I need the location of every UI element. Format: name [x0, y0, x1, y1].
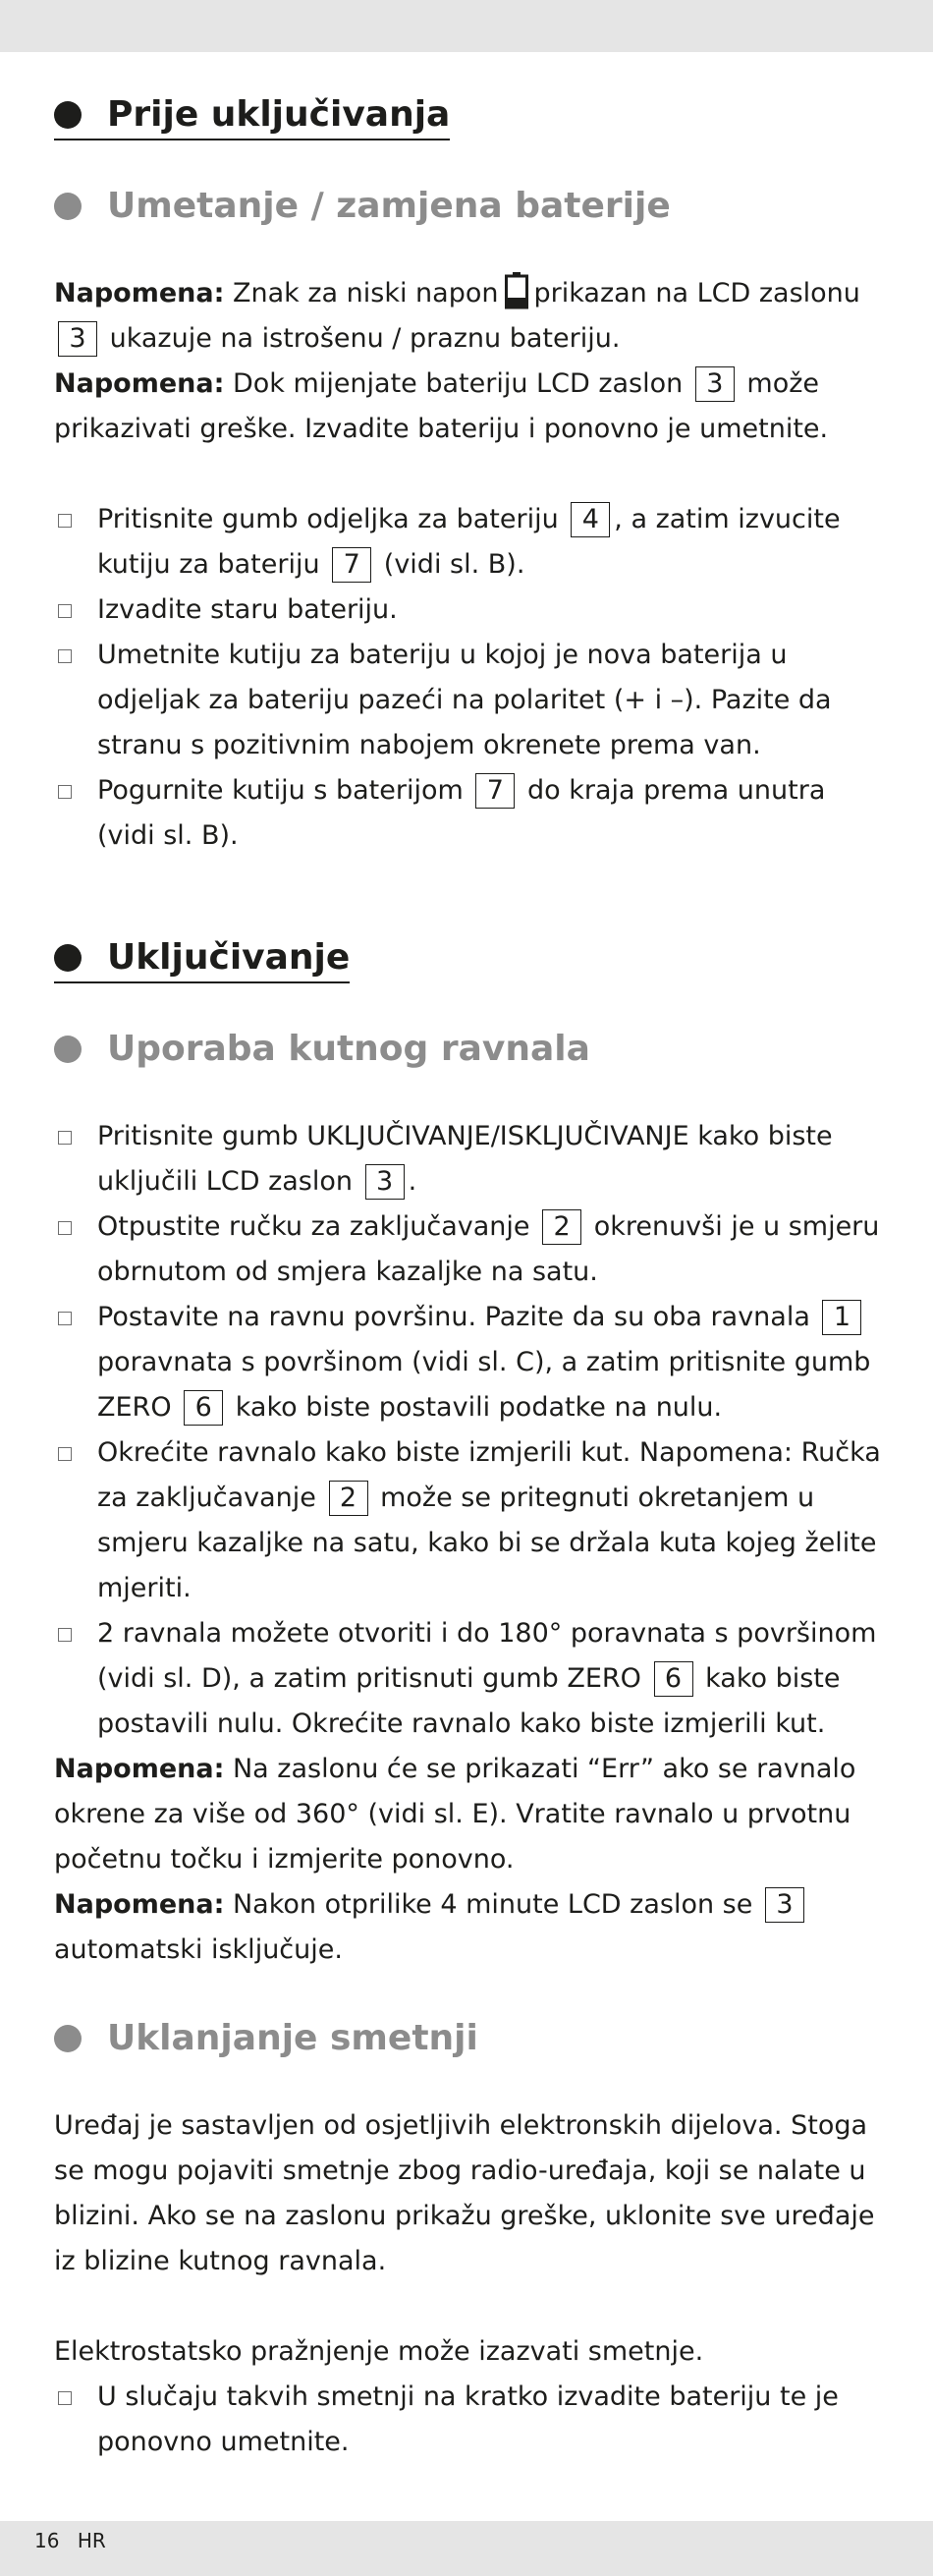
checkbox-square-icon: [58, 604, 72, 618]
reference-number: 3: [695, 366, 735, 402]
page-footer: [34, 2529, 118, 2552]
note-replacing-battery: Napomena: Dok mijenjate bateriju LCD zaslon 3 može prikazivati greške. Izvadite bateriju i ponovno je umetnite.: [54, 368, 829, 444]
section-title: Prije uključivanja: [107, 94, 451, 135]
note-err-display: Napomena: Na zaslonu će se prikazati “Err” ako se ravnalo okrene za više od 360° (vidi sl. E). Vratite ravnalo u prvotnu početnu točku i izmjerite ponovno.: [54, 1754, 856, 1875]
list-item: Otpustite ručku za zaključavanje 2 okrenuvši je u smjeru obrnutom od smjera kazaljke na satu.: [54, 1204, 889, 1295]
page-content: [54, 94, 889, 2465]
subheading-battery: [54, 186, 889, 226]
note-auto-off: Napomena: Nakon otprilike 4 minute LCD zaslon se 3 automatski isključuje.: [54, 1882, 889, 1973]
subheading-title: Umetanje / zamjena baterije: [107, 186, 671, 226]
bullet-dot-icon: [54, 101, 82, 129]
list-item: Umetnite kutiju za bateriju u kojoj je nova baterija u odjeljak za bateriju pazeći na polaritet (+ i –). Pazite da stranu s pozitivnim nabojem okrenete prema van.: [54, 633, 889, 768]
list-item: Okrećite ravnalo kako biste izmjerili kut. Napomena: Ručka za zaključavanje 2 može se pritegnuti okretanjem u smjeru kazaljke na satu, kako bi se držala kuta kojeg želite mjeriti.: [54, 1430, 889, 1611]
list-item: Pogurnite kutiju s baterijom 7 do kraja prema unutra (vidi sl. B).: [54, 768, 889, 859]
footer-band: [0, 2521, 933, 2576]
reference-number: 6: [184, 1390, 223, 1426]
list-item: U slučaju takvih smetnji na kratko izvadite bateriju te je ponovno umetnite.: [54, 2375, 889, 2465]
reference-number: 3: [765, 1887, 804, 1923]
checkbox-square-icon: [58, 1312, 72, 1325]
list-item: Izvadite staru bateriju.: [54, 588, 889, 633]
troubleshooting-steps: [54, 2375, 889, 2465]
subheading-troubleshooting: [54, 2018, 889, 2058]
reference-number: 2: [329, 1481, 368, 1516]
reference-number: 7: [332, 547, 371, 583]
list-item: 2 ravnala možete otvoriti i do 180° poravnata s površinom (vidi sl. D), a zatim pritisnuti gumb ZERO 6 kako biste postavili nulu. Okrećite ravnalo kako biste izmjerili kut.: [54, 1611, 889, 1747]
reference-number: 6: [654, 1661, 693, 1697]
checkbox-square-icon: [58, 649, 72, 663]
reference-number: 1: [822, 1300, 861, 1335]
reference-number: 3: [58, 321, 97, 357]
bullet-dot-icon: [54, 1036, 82, 1063]
subheading-title: Uklanjanje smetnji: [107, 2018, 478, 2058]
checkbox-square-icon: [58, 785, 72, 799]
checkbox-square-icon: [58, 1131, 72, 1145]
bullet-dot-icon: [54, 2025, 82, 2052]
reference-number: 4: [571, 502, 610, 537]
section-heading-switching-on: [54, 937, 350, 983]
top-band: [0, 0, 933, 52]
battery-low-icon: [505, 272, 528, 309]
section-title: Uključivanje: [107, 937, 351, 978]
bullet-dot-icon: [54, 944, 82, 972]
checkbox-square-icon: [58, 1628, 72, 1642]
page-number: 16: [34, 2529, 60, 2552]
note-low-battery: Napomena: Znak za niski napon prikazan na LCD zaslonu 3 ukazuje na istrošenu / praznu bateriju.: [54, 271, 889, 362]
list-item: Pritisnite gumb odjeljka za bateriju 4 , a zatim izvucite kutiju za bateriju 7 (vidi sl. B).: [54, 497, 889, 588]
list-item: Pritisnite gumb UKLJUČIVANJE/ISKLJUČIVANJE kako biste uključili LCD zaslon 3 .: [54, 1114, 889, 1204]
battery-steps: [54, 497, 889, 859]
language-code: HR: [77, 2529, 106, 2552]
paragraph-electrostatic: Elektrostatsko pražnjenje može izazvati smetnje.: [54, 2336, 704, 2367]
list-item: Postavite na ravnu površinu. Pazite da su oba ravnala 1 poravnata s površinom (vidi sl. C), a zatim pritisnite gumb ZERO 6 kako biste postavili podatke na nulu.: [54, 1295, 889, 1430]
paragraph-interference: Uređaj je sastavljen od osjetljivih elektronskih dijelova. Stoga se mogu pojaviti smetnje zbog radio-uređaja, koji se nalate u blizini. Ako se na zaslonu prikažu greške, uklonite sve uređaje iz blizine kutnog ravnala.: [54, 2110, 875, 2276]
section-heading-before-use: [54, 94, 450, 140]
reference-number: 3: [365, 1164, 405, 1200]
checkbox-square-icon: [58, 1221, 72, 1235]
checkbox-square-icon: [58, 514, 72, 528]
reference-number: 2: [542, 1209, 581, 1245]
reference-number: 7: [475, 773, 515, 809]
subheading-title: Uporaba kutnog ravnala: [107, 1029, 590, 1069]
checkbox-square-icon: [58, 2391, 72, 2405]
subheading-using-ruler: [54, 1029, 889, 1069]
usage-steps: [54, 1114, 889, 1747]
bullet-dot-icon: [54, 193, 82, 220]
checkbox-square-icon: [58, 1447, 72, 1461]
